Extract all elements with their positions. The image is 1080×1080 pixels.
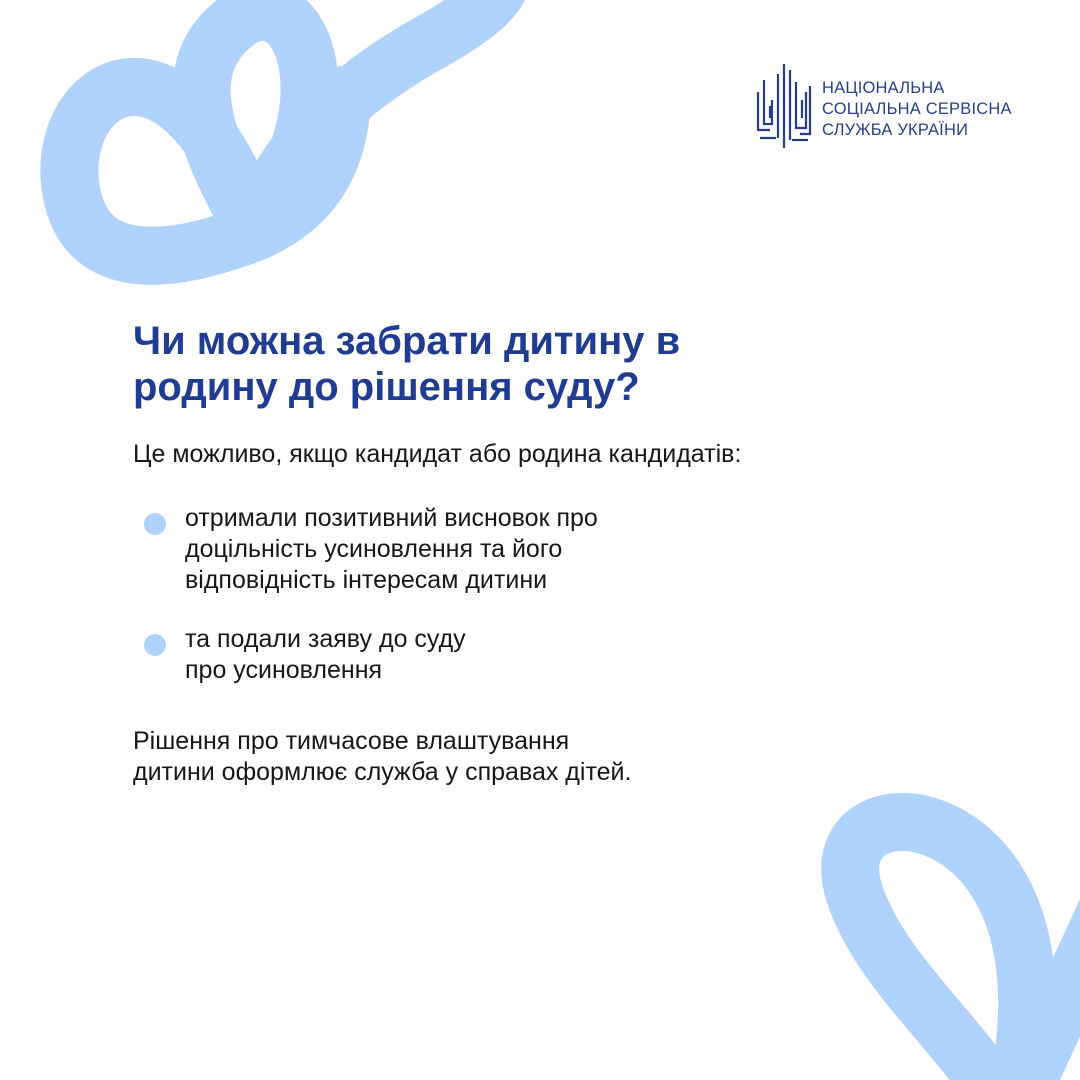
condition-1-line-1: отримали позитивний висновок про bbox=[185, 504, 598, 532]
page-title-line-2: родину до рішення суду? bbox=[133, 365, 640, 409]
condition-2-line-2: про усиновлення bbox=[185, 656, 383, 684]
bullet-dot-icon bbox=[144, 513, 166, 535]
condition-2-line-1: та подали заяву до суду bbox=[185, 625, 466, 653]
organization-name-line-1: НАЦІОНАЛЬНА bbox=[822, 79, 945, 97]
page-title-line-1: Чи можна забрати дитину в bbox=[133, 319, 681, 363]
condition-1-line-3: відповідність інтересам дитини bbox=[185, 566, 548, 594]
closing-note bbox=[133, 726, 631, 788]
condition-list-item bbox=[144, 503, 598, 596]
organization-name bbox=[822, 78, 1012, 141]
condition-list-item bbox=[144, 624, 466, 686]
condition-text bbox=[185, 503, 598, 596]
closing-note-line-2: дитини оформлює служба у справах дітей. bbox=[133, 758, 632, 786]
intro-text: Це можливо, якщо кандидат або родина кандидатів: bbox=[133, 440, 742, 468]
organization-logo bbox=[756, 62, 1012, 152]
condition-text bbox=[185, 624, 466, 686]
page-title bbox=[133, 318, 933, 410]
condition-1-line-2: доцільність усиновлення та його bbox=[185, 535, 563, 563]
bottom-right-flower-petal-1 bbox=[850, 822, 1027, 1080]
bullet-dot-icon bbox=[144, 634, 166, 656]
organization-name-line-3: СЛУЖБА УКРАЇНИ bbox=[822, 121, 969, 139]
closing-note-line-1: Рішення про тимчасове влаштування bbox=[133, 727, 570, 755]
nssu-logo-icon bbox=[756, 62, 816, 152]
organization-name-line-2: СОЦІАЛЬНА СЕРВІСНА bbox=[822, 100, 1012, 118]
